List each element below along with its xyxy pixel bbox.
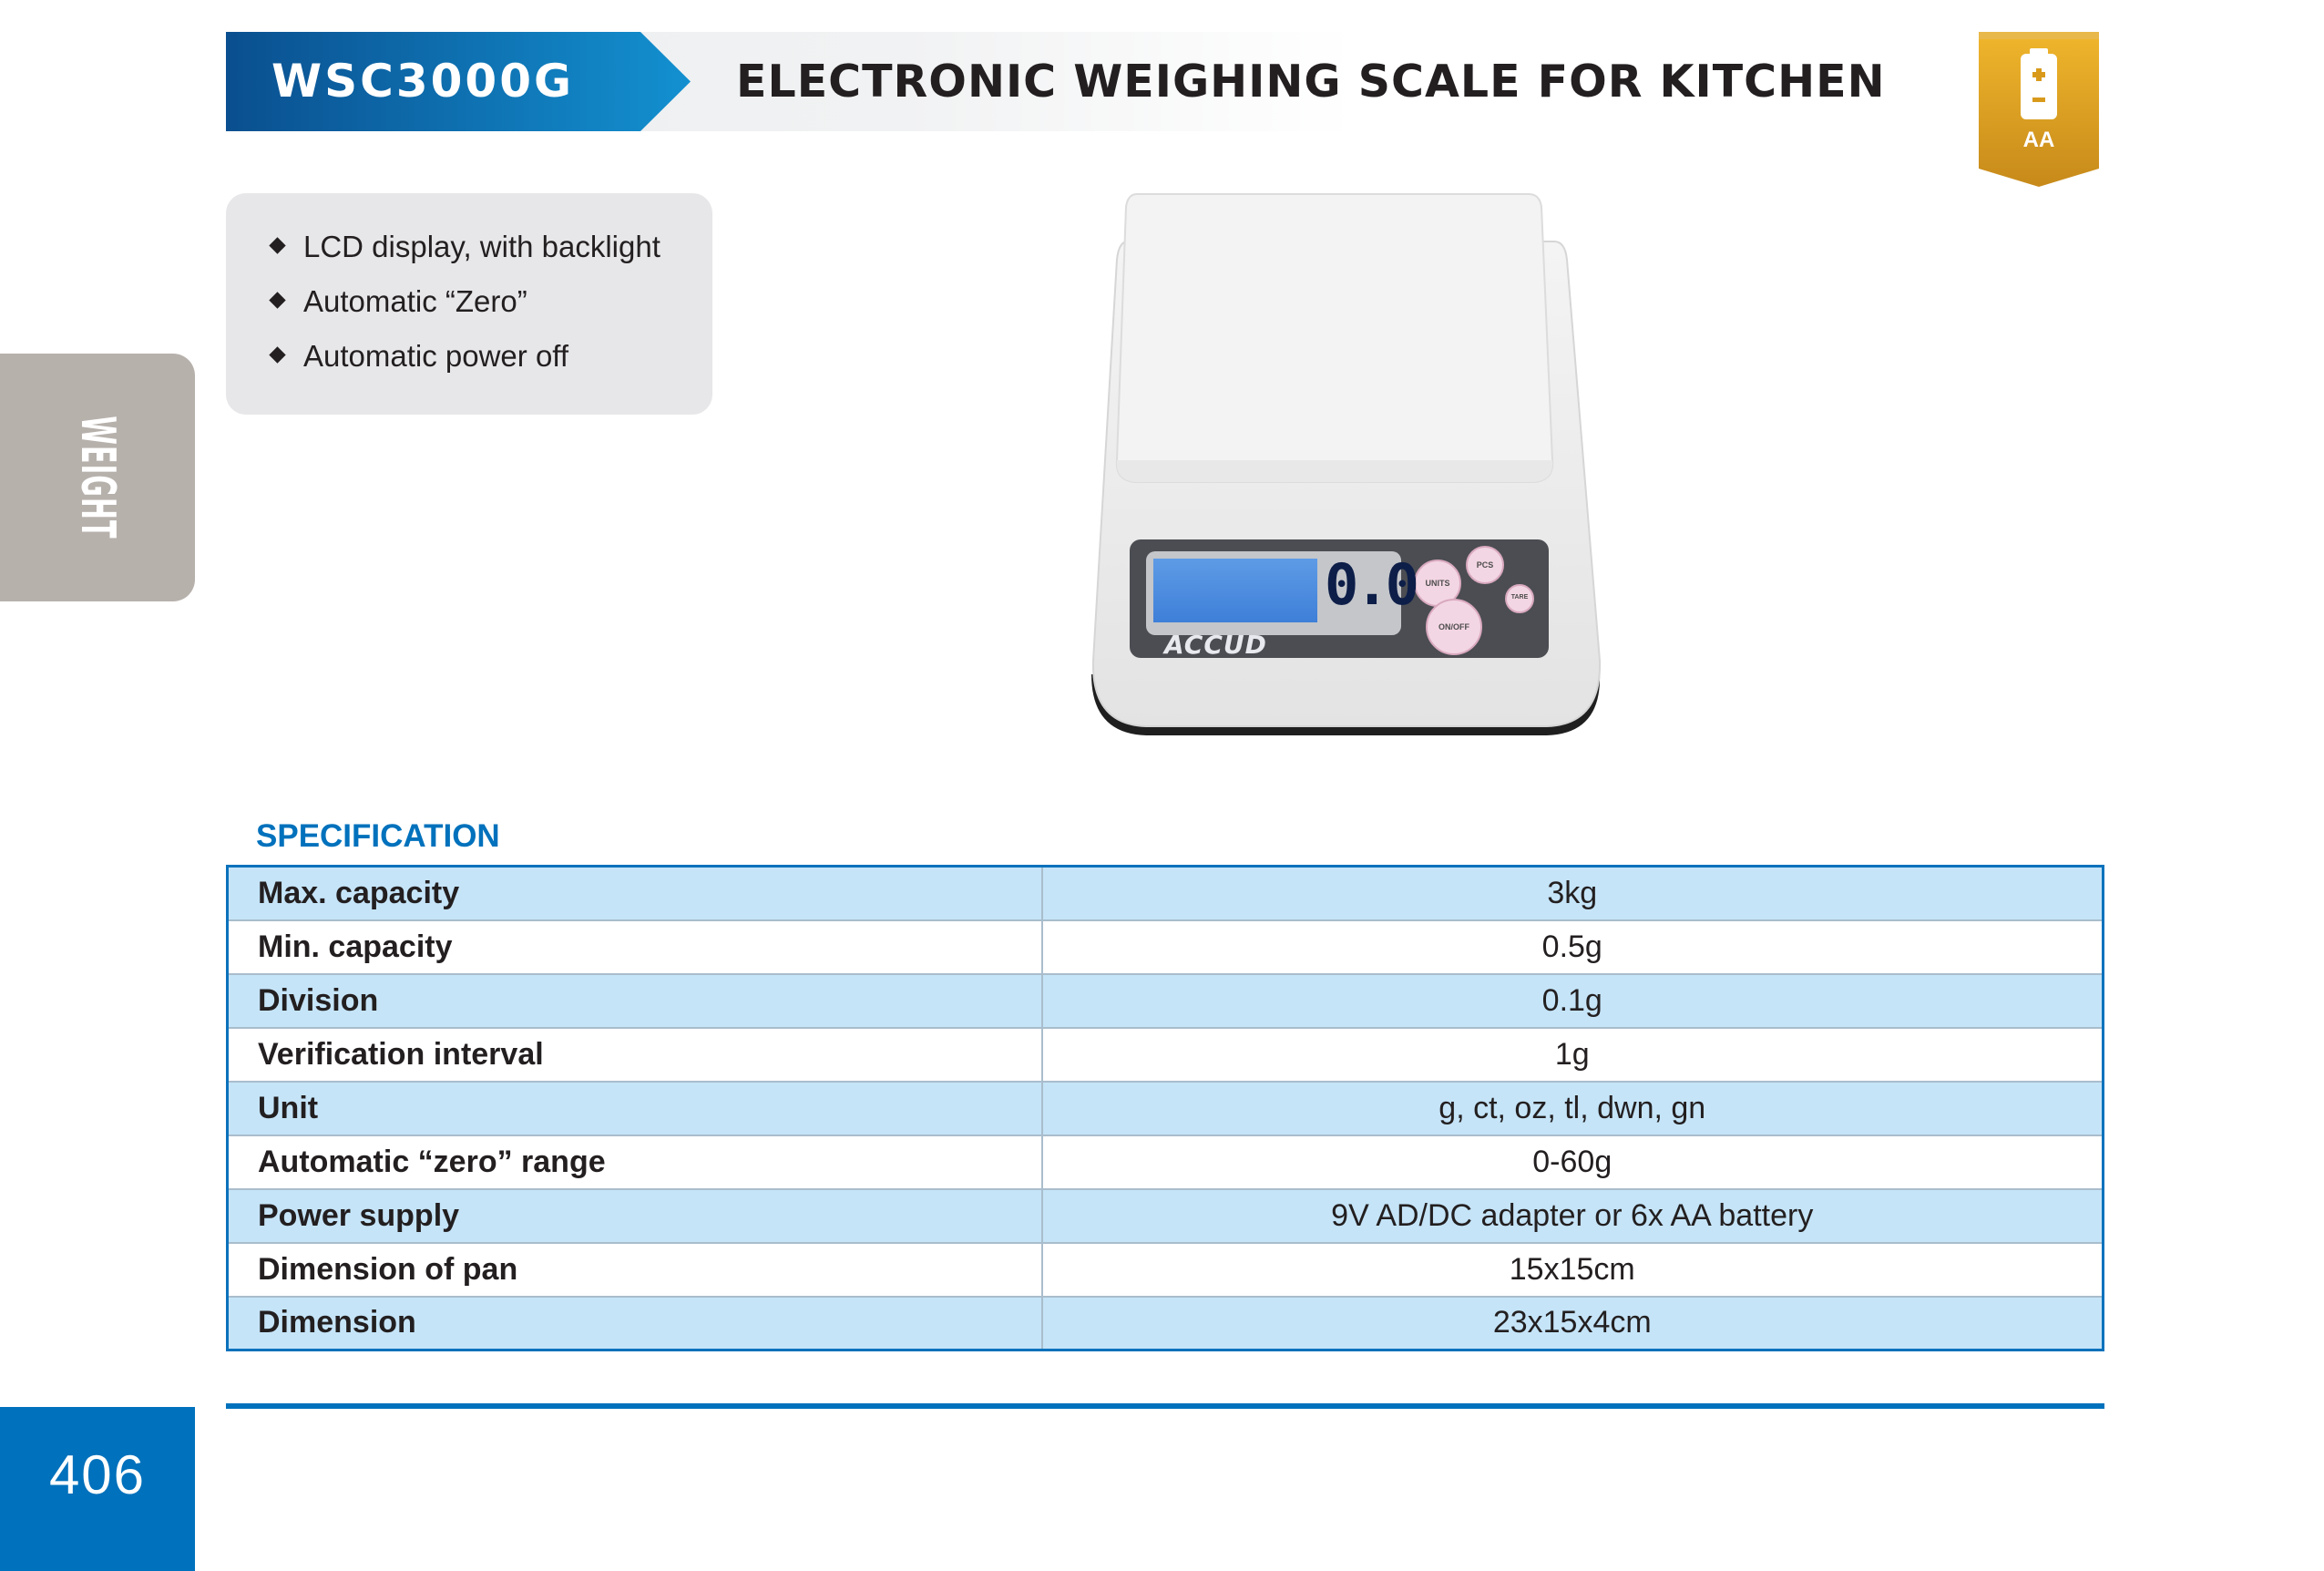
feature-item: Automatic power off [271,339,568,374]
model-code: WSC3000G [271,55,575,108]
footer-divider [226,1403,2104,1409]
table-row [228,1082,2104,1135]
tare-button-label: TARE [1510,594,1529,601]
diamond-bullet-icon [269,237,285,253]
spec-value: g, ct, oz, tl, dwn, gn [1042,1082,2104,1135]
category-side-tab [0,354,195,601]
table-row [228,1189,2104,1243]
spec-value: 9V AD/DC adapter or 6x AA battery [1042,1189,2104,1243]
brand-logo: ACCUD [1164,630,1267,660]
lcd-display-reading: 0.0 [1325,551,1416,618]
spec-value: 0.5g [1042,920,2104,974]
battery-type-label: AA [2022,128,2055,152]
specification-heading: SPECIFICATION [256,818,500,854]
model-tab [226,32,691,131]
table-row [228,1297,2104,1350]
spec-value: 3kg [1042,867,2104,920]
table-row [228,867,2104,920]
page-number-box [0,1407,195,1571]
table-row [228,1028,2104,1082]
spec-label: Automatic “zero” range [228,1135,1042,1189]
diamond-bullet-icon [269,346,285,363]
spec-value: 0.1g [1042,974,2104,1028]
spec-label: Verification interval [228,1028,1042,1082]
table-row [228,1135,2104,1189]
spec-label: Dimension of pan [228,1243,1042,1297]
spec-label: Dimension [228,1297,1042,1350]
page-title: ELECTRONIC WEIGHING SCALE FOR KITCHEN [736,56,1886,108]
table-row [228,920,2104,974]
feature-item: LCD display, with backlight [271,230,660,264]
specification-table [226,865,2104,1351]
product-image [1073,187,1611,743]
diamond-bullet-icon [269,292,285,308]
spec-value: 0-60g [1042,1135,2104,1189]
pcs-button-label: PCS [1476,560,1494,570]
page-number: 406 [48,1444,147,1505]
spec-label: Max. capacity [228,867,1042,920]
battery-icon [1979,32,2099,132]
units-button-label: UNITS [1425,579,1450,588]
category-label: WEIGHT [70,416,125,539]
table-row [228,974,2104,1028]
spec-value: 15x15cm [1042,1243,2104,1297]
spec-label: Unit [228,1082,1042,1135]
spec-value: 23x15x4cm [1042,1297,2104,1350]
spec-value: 1g [1042,1028,2104,1082]
battery-badge [1979,32,2099,187]
features-box [226,193,712,415]
feature-item: Automatic “Zero” [271,284,527,319]
on-off-button-label: ON/OFF [1438,622,1469,631]
spec-label: Min. capacity [228,920,1042,974]
spec-label: Division [228,974,1042,1028]
spec-label: Power supply [228,1189,1042,1243]
table-row [228,1243,2104,1297]
